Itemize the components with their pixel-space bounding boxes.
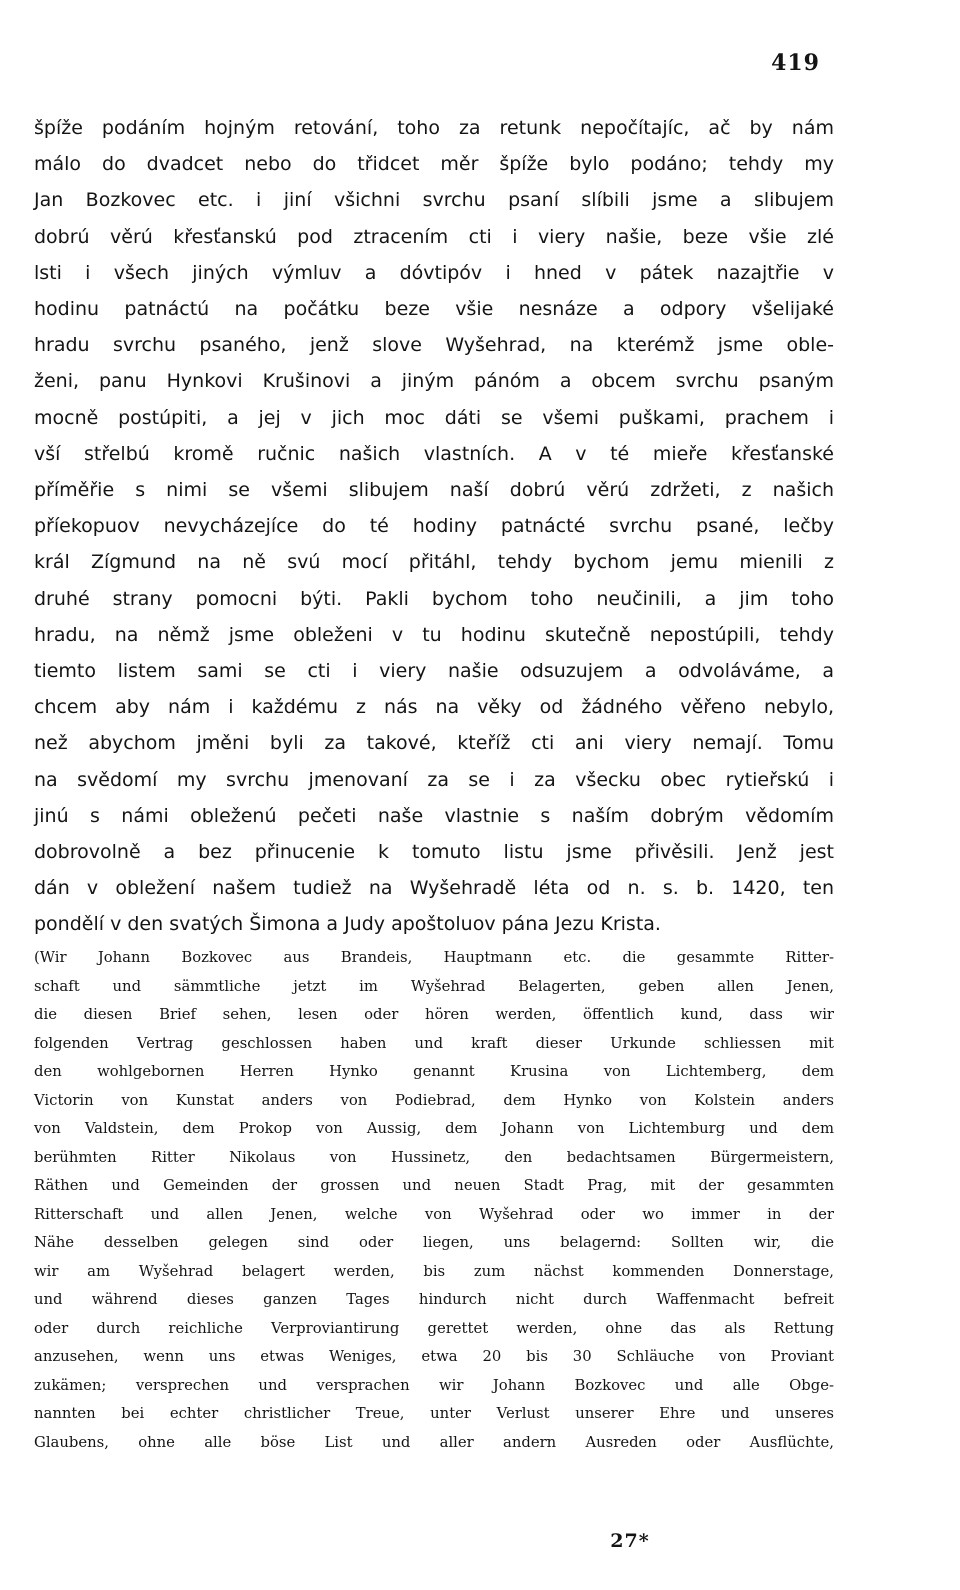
german-text-line: berühmten Ritter Nikolaus von Hussinetz, den bedachtsamen Bürgermeistern, (34, 1148, 834, 1166)
german-text-line: Ritterschaft und allen Jenen, welche von Wyšehrad oder wo immer in der (34, 1205, 834, 1223)
german-text-line: zukämen; versprechen und versprachen wir Johann Bozkovec und alle Obge- (34, 1376, 834, 1394)
czech-text-line: dán v obležení našem tudiež na Wyšehradě léta od n. s. b. 1420, ten (34, 877, 834, 900)
czech-text-line: hradu svrchu psaného, jenž slove Wyšehrad, na kterémž jsme oble- (34, 334, 834, 357)
german-text-line: die diesen Brief sehen, lesen oder hören werden, öffentlich kund, dass wir (34, 1006, 834, 1023)
signature-mark: 27* (610, 1530, 650, 1552)
czech-text-line: na svědomí my svrchu jmenovaní za se i za všecku obec rytieřskú i (34, 768, 834, 791)
german-text-line: anzusehen, wenn uns etwas Weniges, etwa 20 bis 30 Schläuche von Proviant (34, 1348, 834, 1365)
czech-text-line: druhé strany pomocni býti. Pakli bychom toho neučinili, a jim toho (34, 587, 834, 610)
czech-text-line: příměřie s nimi se všemi slibujem naší dobrú věrú zdržeti, z našich (34, 479, 834, 502)
german-text-line: von Valdstein, dem Prokop von Aussig, dem Johann von Lichtemburg und dem (34, 1120, 834, 1137)
czech-text-line: pondělí v den svatých Šimona a Judy apoštoluov pána Jezu Krista. (34, 913, 661, 936)
german-text-line: den wohlgebornen Herren Hynko genannt Krusina von Lichtemberg, dem (34, 1063, 834, 1080)
czech-text-line: jinú s námi obleženú pečeti naše vlastnie s naším dobrým vědomím (34, 804, 834, 827)
czech-text-line: než abychom jměni byli za takové, kteříž cti ani viery nemají. Tomu (34, 732, 834, 755)
czech-text-line: dobrovolně a bez přinucenie k tomuto listu jsme přivěsili. Jenž jest (34, 841, 834, 864)
czech-text-line: málo do dvadcet nebo do třidcet měr špíže bylo podáno; tehdy my (34, 153, 834, 176)
czech-text-line: vší střelbú kromě ručnic našich vlastních. A v té mieře křesťanské (34, 442, 834, 465)
czech-text-line: dobrú věrú křesťanskú pod ztracením cti i viery našie, beze všie zlé (34, 225, 834, 248)
german-text-line: wir am Wyšehrad belagert werden, bis zum nächst kommenden Donnerstage, (34, 1262, 834, 1280)
german-text-line: Räthen und Gemeinden der grossen und neuen Stadt Prag, mit der gesammten (34, 1177, 834, 1194)
czech-text-line: ženi, panu Hynkovi Krušinovi a jiným pánóm a obcem svrchu psaným (34, 370, 834, 393)
german-translation-block (34, 944, 834, 1457)
german-text-line: Victorin von Kunstat anders von Podiebrad, dem Hynko von Kolstein anders (34, 1091, 834, 1109)
german-text-line: Glaubens, ohne alle böse List und aller andern Ausreden oder Ausflüchte, (34, 1433, 834, 1451)
page-number: 419 (771, 50, 820, 76)
german-text-line: nannten bei echter christlicher Treue, unter Verlust unserer Ehre und unseres (34, 1405, 834, 1422)
czech-text-line: Jan Bozkovec etc. i jiní všichni svrchu psaní slíbili jsme a slibujem (34, 189, 834, 212)
czech-text-line: král Zígmund na ně svú mocí přitáhl, tehdy bychom jemu mienili z (34, 551, 834, 574)
czech-text-line: hradu, na němž jsme obleženi v tu hodinu skutečně nepostúpili, tehdy (34, 623, 834, 646)
czech-text-line: hodinu patnáctú na počátku beze všie nesnáze a odpory všelijaké (34, 298, 834, 321)
german-text-line: und während dieses ganzen Tages hindurch nicht durch Waffenmacht befreit (34, 1291, 834, 1308)
czech-text-line: lsti i všech jiných výmluv a dóvtipóv i hned v pátek nazajtřie v (34, 261, 834, 284)
german-text-line: oder durch reichliche Verproviantirung gerettet werden, ohne das als Rettung (34, 1319, 834, 1337)
czech-text-line: špíže podáním hojným retování, toho za retunk nepočítajíc, ač by nám (34, 117, 834, 139)
czech-text-line: příekopuov nevycházejíce do té hodiny patnácté svrchu psané, lečby (34, 515, 834, 538)
czech-text-line: tiemto listem sami se cti i viery našie odsuzujem a odvoláváme, a (34, 660, 834, 683)
german-text-line: Nähe desselben gelegen sind oder liegen, uns belagernd: Sollten wir, die (34, 1234, 834, 1251)
czech-text-block (34, 110, 834, 943)
german-text-line: (Wir Johann Bozkovec aus Brandeis, Hauptmann etc. die gesammte Ritter- (34, 949, 834, 966)
german-text-line: folgenden Vertrag geschlossen haben und kraft dieser Urkunde schliessen mit (34, 1034, 834, 1052)
czech-text-line: chcem aby nám i každému z nás na věky od žádného věřeno nebylo, (34, 696, 834, 719)
german-text-line: schaft und sämmtliche jetzt im Wyšehrad Belagerten, geben allen Jenen, (34, 977, 834, 995)
czech-text-line: mocně postúpiti, a jej v jich moc dáti se všemi puškami, prachem i (34, 406, 834, 429)
